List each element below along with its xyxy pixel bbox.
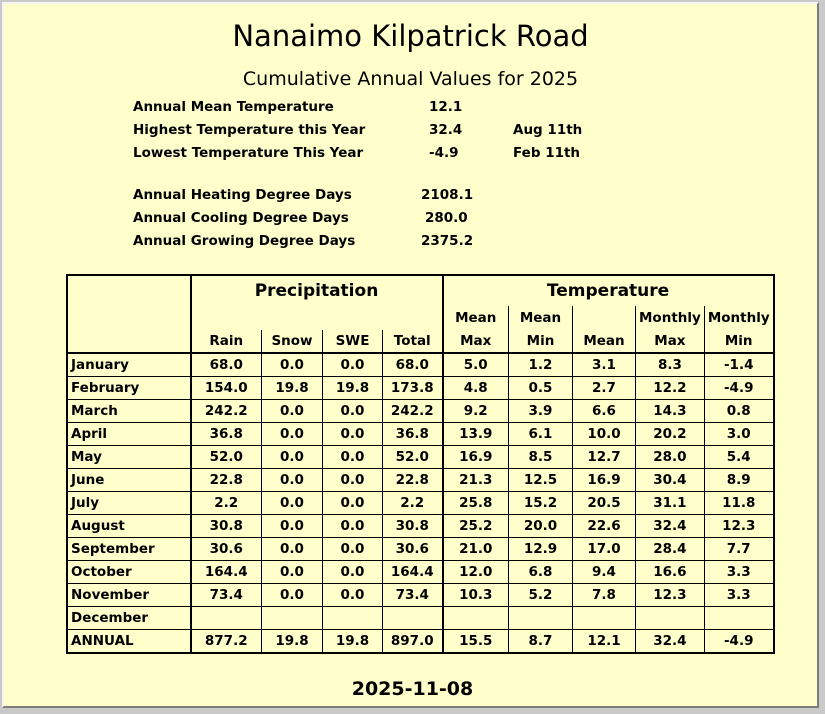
cell-monthly-max: 20.2 xyxy=(636,423,705,446)
cell-monthly-max: 28.0 xyxy=(636,446,705,469)
cell-monthly-max: 8.3 xyxy=(636,353,705,377)
stat-row xyxy=(133,209,613,227)
cell-total: 2.2 xyxy=(383,492,443,515)
cell-monthly-min: 3.0 xyxy=(704,423,773,446)
cell-mean-min: 5.2 xyxy=(509,584,573,607)
table-row xyxy=(68,630,774,653)
cell-monthly-min: 3.3 xyxy=(704,584,773,607)
col-meanmax-line2: Max xyxy=(443,330,509,353)
table-body xyxy=(68,353,774,653)
stat-value: 32.4 xyxy=(429,122,463,138)
cell-rain: 30.6 xyxy=(191,538,262,561)
cell-month: September xyxy=(68,538,191,561)
cell-mean-min: 0.5 xyxy=(509,377,573,400)
cell-mean-max: 16.9 xyxy=(443,446,509,469)
cell-mean: 3.1 xyxy=(573,353,636,377)
table-row xyxy=(68,538,774,561)
cell-total: 68.0 xyxy=(383,353,443,377)
stat-value: 2108.1 xyxy=(421,187,474,203)
cell-snow: 0.0 xyxy=(262,561,323,584)
cell-swe: 19.8 xyxy=(323,377,383,400)
cell-mean-max: 9.2 xyxy=(443,400,509,423)
table-row xyxy=(68,353,774,377)
stat-date: Aug 11th xyxy=(513,122,583,138)
stat-row xyxy=(133,186,613,204)
cell-rain: 68.0 xyxy=(191,353,262,377)
cell-total: 22.8 xyxy=(383,469,443,492)
cell-rain xyxy=(191,607,262,630)
cell-mean-max: 13.9 xyxy=(443,423,509,446)
cell-monthly-max: 28.4 xyxy=(636,538,705,561)
cell-monthly-max: 30.4 xyxy=(636,469,705,492)
cell-month: May xyxy=(68,446,191,469)
cell-total: 52.0 xyxy=(383,446,443,469)
cell-total: 173.8 xyxy=(383,377,443,400)
cell-mean-min: 12.5 xyxy=(509,469,573,492)
cell-total: 897.0 xyxy=(383,630,443,653)
col-meanmin-line1: Mean xyxy=(509,306,573,330)
cell-swe: 0.0 xyxy=(323,561,383,584)
cell-rain: 877.2 xyxy=(191,630,262,653)
col-meanmax-line1: Mean xyxy=(443,306,509,330)
cell-mean: 22.6 xyxy=(573,515,636,538)
stat-value: 2375.2 xyxy=(421,233,474,249)
stat-label: Lowest Temperature This Year xyxy=(133,145,364,161)
cell-monthly-min: 7.7 xyxy=(704,538,773,561)
cell-mean-max: 12.0 xyxy=(443,561,509,584)
cell-rain: 2.2 xyxy=(191,492,262,515)
cell-mean xyxy=(573,607,636,630)
cell-month: April xyxy=(68,423,191,446)
cell-swe: 0.0 xyxy=(323,515,383,538)
cell-mean-min: 3.9 xyxy=(509,400,573,423)
cell-total: 164.4 xyxy=(383,561,443,584)
cell-mean-min: 8.5 xyxy=(509,446,573,469)
stat-row xyxy=(133,232,613,250)
cell-mean: 10.0 xyxy=(573,423,636,446)
cell-month: January xyxy=(68,353,191,377)
cell-total: 242.2 xyxy=(383,400,443,423)
cell-snow: 0.0 xyxy=(262,584,323,607)
cell-snow: 0.0 xyxy=(262,446,323,469)
cell-mean: 20.5 xyxy=(573,492,636,515)
cell-snow: 0.0 xyxy=(262,423,323,446)
cell-snow: 19.8 xyxy=(262,377,323,400)
footer-date: 2025-11-08 xyxy=(351,678,474,700)
cell-mean-max: 10.3 xyxy=(443,584,509,607)
col-swe: SWE xyxy=(323,330,383,353)
cell-monthly-min: -4.9 xyxy=(704,377,773,400)
cell-monthly-max xyxy=(636,607,705,630)
cell-mean-min: 20.0 xyxy=(509,515,573,538)
cell-mean: 12.1 xyxy=(573,630,636,653)
cell-mean-min xyxy=(509,607,573,630)
cell-total xyxy=(383,607,443,630)
cell-swe xyxy=(323,607,383,630)
cell-month: March xyxy=(68,400,191,423)
stat-value: 280.0 xyxy=(425,210,468,226)
temperature-header: Temperature xyxy=(443,276,774,307)
table-header-row xyxy=(68,276,774,307)
cell-monthly-max: 31.1 xyxy=(636,492,705,515)
col-mean: Mean xyxy=(573,330,636,353)
cell-mean-min: 6.1 xyxy=(509,423,573,446)
cell-rain: 52.0 xyxy=(191,446,262,469)
stat-row xyxy=(133,144,613,162)
cell-monthly-min xyxy=(704,607,773,630)
stat-label: Annual Mean Temperature xyxy=(133,99,334,115)
table-row xyxy=(68,446,774,469)
cell-swe: 19.8 xyxy=(323,630,383,653)
cell-snow: 19.8 xyxy=(262,630,323,653)
cell-mean-min: 12.9 xyxy=(509,538,573,561)
cell-monthly-max: 12.2 xyxy=(636,377,705,400)
stat-label: Annual Heating Degree Days xyxy=(133,187,352,203)
cell-monthly-min: 12.3 xyxy=(704,515,773,538)
cell-mean: 2.7 xyxy=(573,377,636,400)
cell-mean: 16.9 xyxy=(573,469,636,492)
cell-rain: 73.4 xyxy=(191,584,262,607)
cell-rain: 154.0 xyxy=(191,377,262,400)
header-blank-cell xyxy=(68,276,191,354)
cell-monthly-min: -1.4 xyxy=(704,353,773,377)
cell-monthly-min: 8.9 xyxy=(704,469,773,492)
cell-month: ANNUAL xyxy=(68,630,191,653)
col-monthlymin-line2: Min xyxy=(704,330,773,353)
cell-monthly-max: 14.3 xyxy=(636,400,705,423)
cell-monthly-max: 12.3 xyxy=(636,584,705,607)
cell-total: 30.6 xyxy=(383,538,443,561)
cell-swe: 0.0 xyxy=(323,538,383,561)
precipitation-header: Precipitation xyxy=(191,276,443,307)
stat-row xyxy=(133,121,613,139)
cell-swe: 0.0 xyxy=(323,423,383,446)
cell-total: 73.4 xyxy=(383,584,443,607)
stat-date: Feb 11th xyxy=(513,145,581,161)
page-title: Nanaimo Kilpatrick Road xyxy=(232,19,589,53)
cell-mean-max: 21.0 xyxy=(443,538,509,561)
cell-mean-max: 15.5 xyxy=(443,630,509,653)
cell-snow: 0.0 xyxy=(262,400,323,423)
cell-month: November xyxy=(68,584,191,607)
cell-total: 30.8 xyxy=(383,515,443,538)
cell-mean: 12.7 xyxy=(573,446,636,469)
cell-snow xyxy=(262,607,323,630)
cell-rain: 36.8 xyxy=(191,423,262,446)
cell-mean-min: 1.2 xyxy=(509,353,573,377)
cell-monthly-max: 32.4 xyxy=(636,630,705,653)
cell-monthly-min: 3.3 xyxy=(704,561,773,584)
cell-mean-max: 4.8 xyxy=(443,377,509,400)
cell-rain: 30.8 xyxy=(191,515,262,538)
cell-monthly-min: 11.8 xyxy=(704,492,773,515)
cell-swe: 0.0 xyxy=(323,353,383,377)
cell-mean-max: 21.3 xyxy=(443,469,509,492)
col-total: Total xyxy=(383,330,443,353)
table-row xyxy=(68,607,774,630)
cell-month: December xyxy=(68,607,191,630)
cell-snow: 0.0 xyxy=(262,538,323,561)
cell-swe: 0.0 xyxy=(323,584,383,607)
table-row xyxy=(68,423,774,446)
precip-subheader-spacer xyxy=(191,306,443,330)
cell-monthly-min: -4.9 xyxy=(704,630,773,653)
table-row xyxy=(68,561,774,584)
cell-mean-max: 25.8 xyxy=(443,492,509,515)
stat-label: Annual Growing Degree Days xyxy=(133,233,356,249)
cell-total: 36.8 xyxy=(383,423,443,446)
cell-mean: 7.8 xyxy=(573,584,636,607)
col-monthlymax-line2: Max xyxy=(636,330,705,353)
monthly-data-table xyxy=(67,275,774,653)
cell-snow: 0.0 xyxy=(262,515,323,538)
cell-snow: 0.0 xyxy=(262,353,323,377)
stat-value: 12.1 xyxy=(429,99,463,115)
col-snow: Snow xyxy=(262,330,323,353)
table-row xyxy=(68,400,774,423)
cell-swe: 0.0 xyxy=(323,446,383,469)
cell-rain: 242.2 xyxy=(191,400,262,423)
cell-mean-min: 15.2 xyxy=(509,492,573,515)
cell-swe: 0.0 xyxy=(323,400,383,423)
cell-mean: 6.6 xyxy=(573,400,636,423)
cell-month: August xyxy=(68,515,191,538)
cell-swe: 0.0 xyxy=(323,492,383,515)
cell-swe: 0.0 xyxy=(323,469,383,492)
table-row xyxy=(68,492,774,515)
table-row xyxy=(68,469,774,492)
cell-monthly-max: 32.4 xyxy=(636,515,705,538)
table-row xyxy=(68,584,774,607)
table-row xyxy=(68,377,774,400)
cell-monthly-min: 5.4 xyxy=(704,446,773,469)
cell-month: October xyxy=(68,561,191,584)
cell-monthly-max: 16.6 xyxy=(636,561,705,584)
cell-mean-min: 6.8 xyxy=(509,561,573,584)
cell-mean: 17.0 xyxy=(573,538,636,561)
stat-value: -4.9 xyxy=(429,145,459,161)
stat-row xyxy=(133,98,613,116)
cell-rain: 164.4 xyxy=(191,561,262,584)
cell-monthly-min: 0.8 xyxy=(704,400,773,423)
stat-label: Highest Temperature this Year xyxy=(133,122,366,138)
col-monthlymin-line1: Monthly xyxy=(704,306,773,330)
col-meanmin-line2: Min xyxy=(509,330,573,353)
col-monthlymax-line1: Monthly xyxy=(636,306,705,330)
cell-snow: 0.0 xyxy=(262,492,323,515)
cell-month: June xyxy=(68,469,191,492)
page-subtitle: Cumulative Annual Values for 2025 xyxy=(242,68,579,90)
cell-mean-max xyxy=(443,607,509,630)
cell-mean-min: 8.7 xyxy=(509,630,573,653)
cell-rain: 22.8 xyxy=(191,469,262,492)
cell-month: July xyxy=(68,492,191,515)
table-row xyxy=(68,515,774,538)
col-rain: Rain xyxy=(191,330,262,353)
cell-mean: 9.4 xyxy=(573,561,636,584)
cell-month: February xyxy=(68,377,191,400)
cell-mean-max: 5.0 xyxy=(443,353,509,377)
col-mean-spacer xyxy=(573,306,636,330)
cell-mean-max: 25.2 xyxy=(443,515,509,538)
stat-label: Annual Cooling Degree Days xyxy=(133,210,349,226)
cell-snow: 0.0 xyxy=(262,469,323,492)
